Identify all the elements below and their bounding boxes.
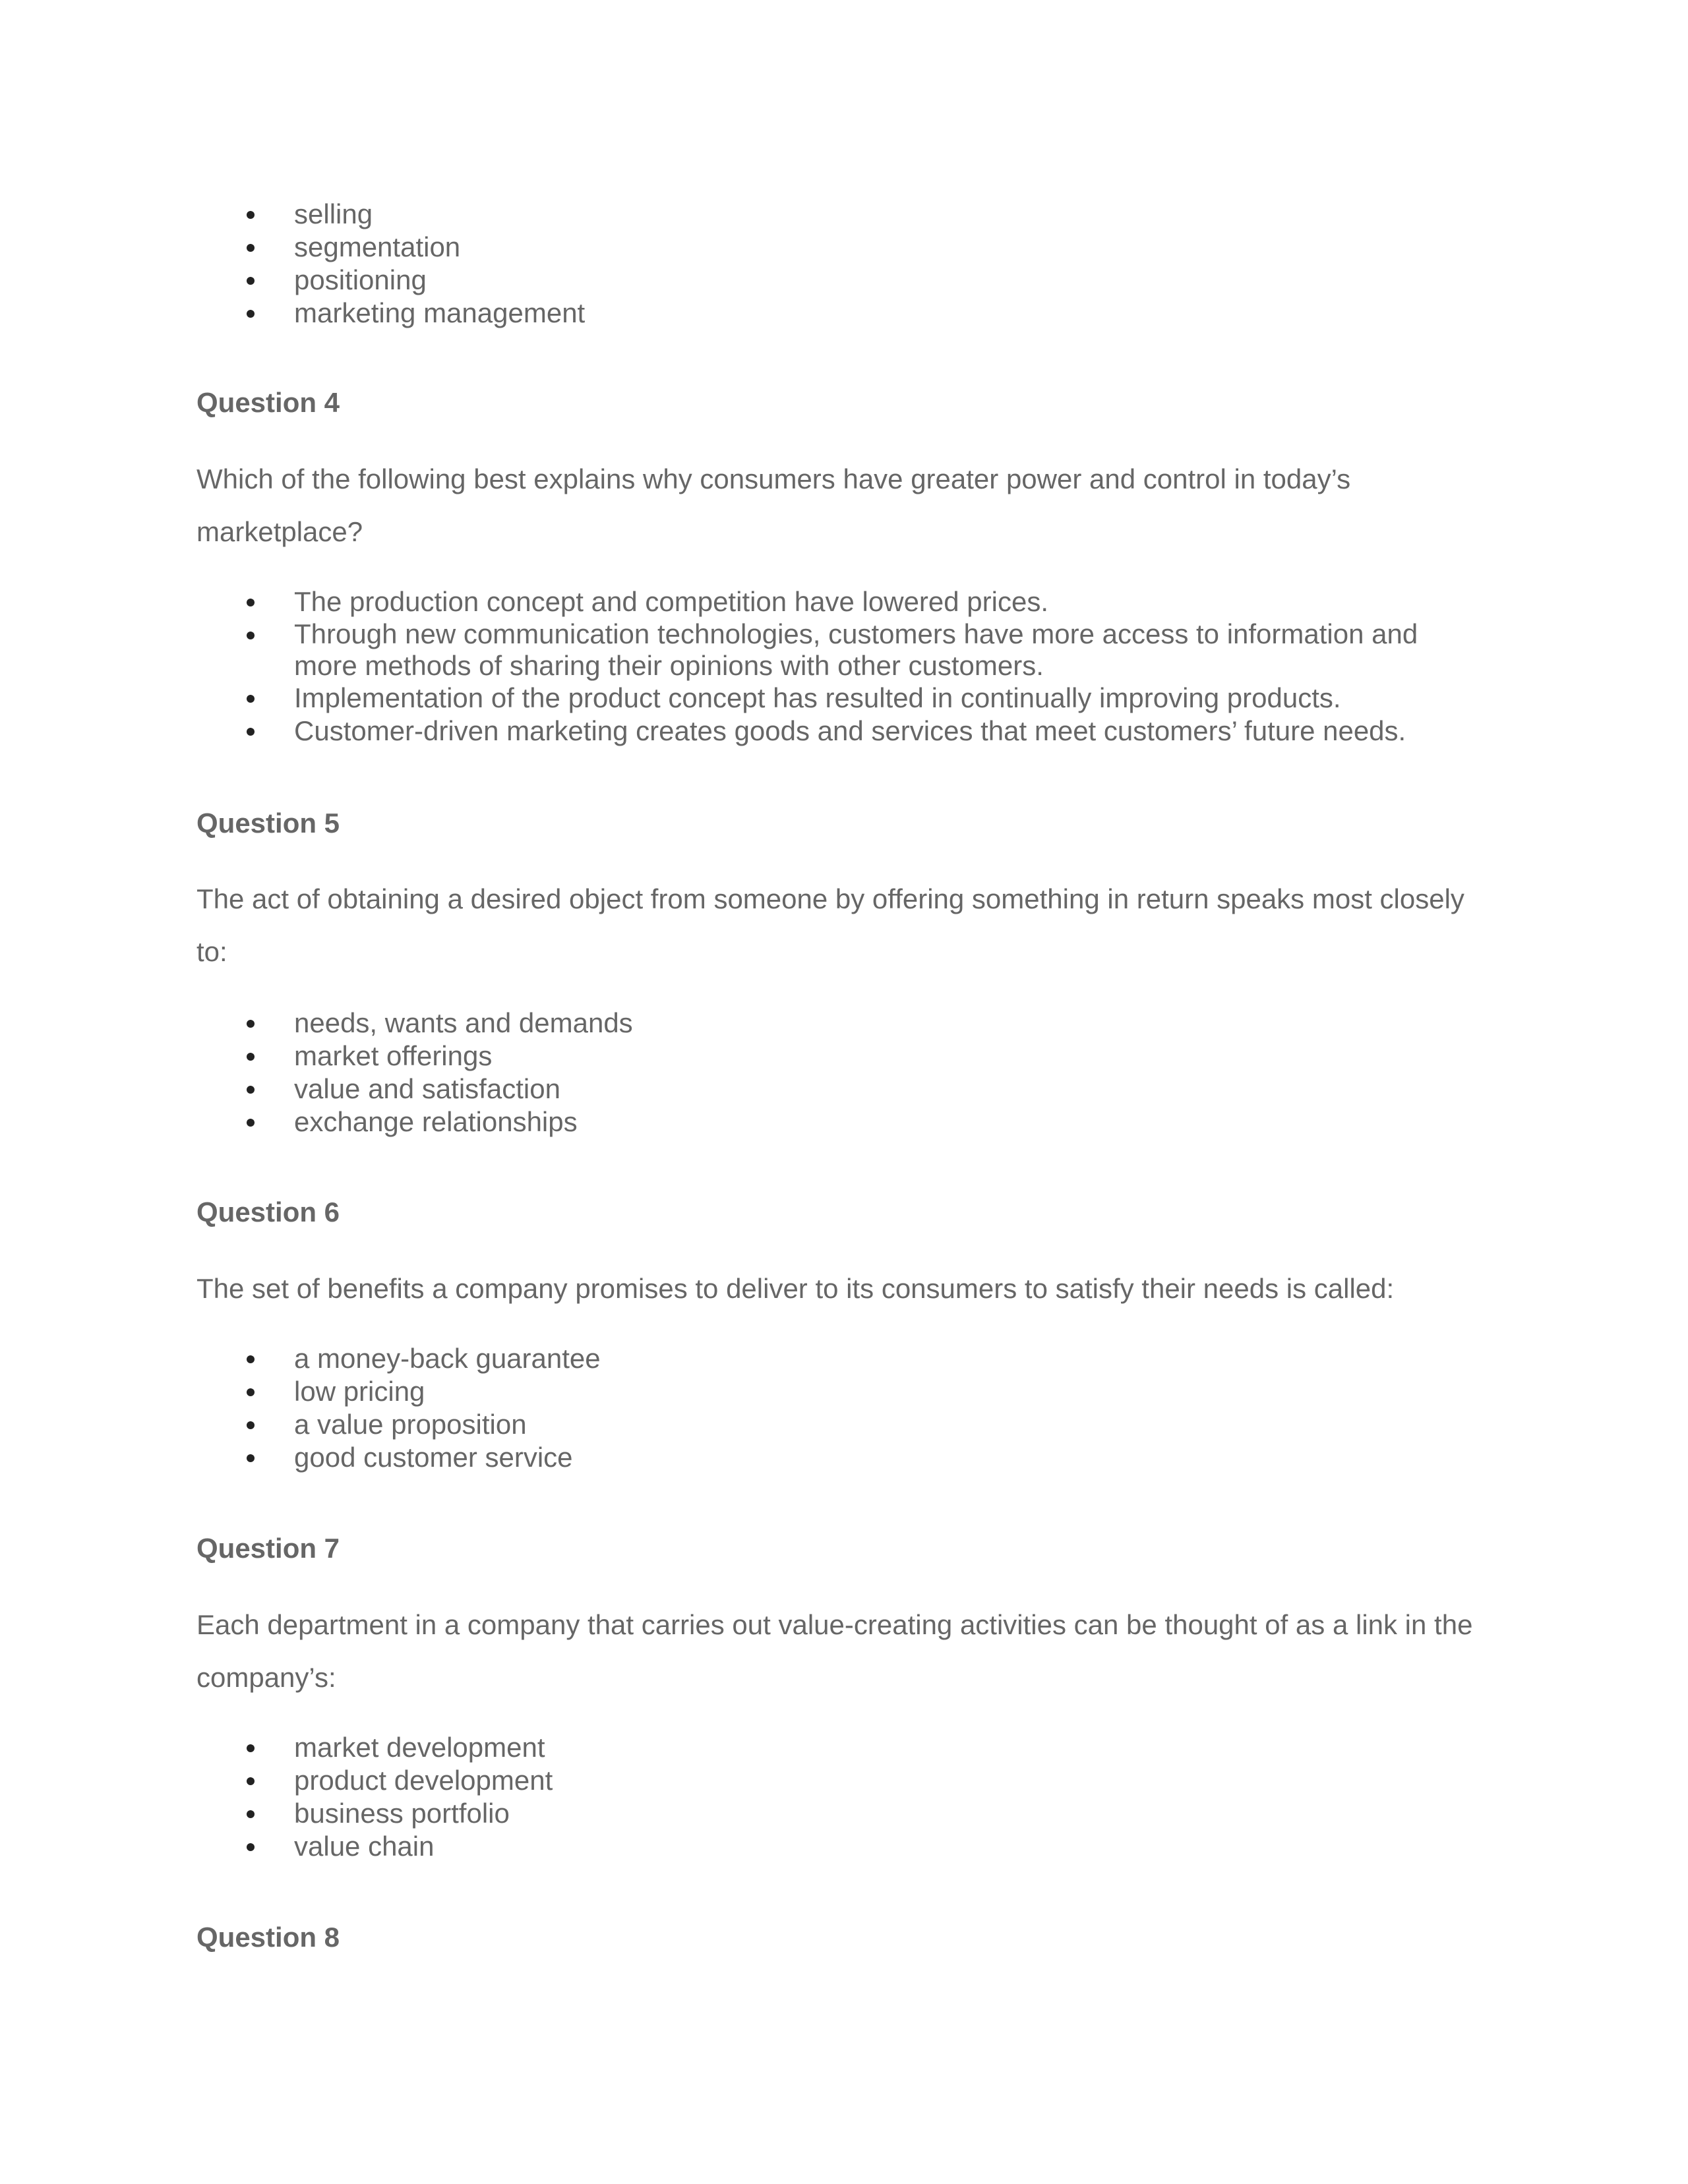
question-text: Each department in a company that carries out value-creating activities can be thought of as a link in the company’s: (196, 1609, 1473, 1693)
option-text: value chain (294, 1831, 435, 1862)
question-title: Question 6 (196, 1196, 340, 1227)
answer-option (0, 585, 1481, 618)
option-text: market development (294, 1732, 545, 1763)
answer-option (0, 1342, 1481, 1375)
option-text: a money-back guarantee (294, 1343, 601, 1374)
answer-options-list (0, 1342, 1481, 1474)
bullet-icon (247, 1053, 255, 1061)
option-text: Customer-driven marketing creates goods and services that meet customers’ future needs. (294, 715, 1406, 746)
answer-option (0, 264, 1481, 297)
bullet-icon (247, 728, 255, 736)
option-text: marketing management (294, 297, 586, 328)
answer-option (0, 715, 1481, 748)
answer-options-list (0, 1007, 1481, 1138)
bullet-icon (247, 1843, 255, 1851)
option-text: exchange relationships (294, 1106, 578, 1137)
option-text: good customer service (294, 1442, 573, 1473)
option-text: business portfolio (294, 1798, 510, 1829)
answer-option (0, 1764, 1481, 1797)
bullet-icon (247, 1355, 255, 1363)
answer-option (0, 198, 1481, 231)
answer-option (0, 1830, 1481, 1863)
option-text: The production concept and competition have lowered prices. (294, 586, 1049, 617)
question-title: Question 7 (196, 1533, 340, 1564)
answer-option (0, 1441, 1481, 1474)
option-text: selling (294, 198, 373, 229)
question-title: Question 4 (196, 387, 340, 418)
answer-options-list (0, 585, 1481, 748)
bullet-icon (247, 211, 255, 219)
answer-option (0, 1040, 1481, 1073)
bullet-icon (247, 1086, 255, 1094)
bullet-icon (247, 632, 255, 639)
answer-option (0, 618, 1481, 682)
bullet-icon (247, 310, 255, 318)
bullet-icon (247, 1020, 255, 1028)
question-text: The set of benefits a company promises to deliver to its consumers to satisfy their needs is called: (196, 1273, 1395, 1304)
answer-option (0, 297, 1481, 330)
question-title: Question 8 (196, 1922, 340, 1953)
option-text: Through new communication technologies, customers have more access to information and more methods of sharing their opinions with other customers. (294, 618, 1418, 681)
bullet-icon (247, 1810, 255, 1818)
bullet-icon (247, 1744, 255, 1752)
answer-option (0, 1106, 1481, 1138)
answer-option (0, 682, 1481, 715)
question-title: Question 5 (196, 808, 340, 839)
question-text: The act of obtaining a desired object from someone by offering something in return speaks most closely to: (196, 883, 1464, 967)
bullet-icon (247, 1454, 255, 1462)
option-text: low pricing (294, 1376, 425, 1407)
answer-option (0, 1007, 1481, 1040)
question-text: Which of the following best explains why consumers have greater power and control in today’s marketplace? (196, 463, 1351, 547)
option-text: market offerings (294, 1040, 493, 1071)
answer-option (0, 1731, 1481, 1764)
answer-option (0, 1375, 1481, 1408)
bullet-icon (247, 1421, 255, 1429)
bullet-icon (247, 695, 255, 703)
answer-options-list (0, 1731, 1481, 1863)
option-text: a value proposition (294, 1409, 527, 1440)
answer-option (0, 1073, 1481, 1106)
bullet-icon (247, 1777, 255, 1785)
option-text: Implementation of the product concept has resulted in continually improving products. (294, 682, 1341, 713)
option-text: positioning (294, 264, 427, 295)
answer-option (0, 1408, 1481, 1441)
answer-options-list (0, 198, 1481, 330)
bullet-icon (247, 1388, 255, 1396)
answer-option (0, 231, 1481, 264)
answer-option (0, 1797, 1481, 1830)
bullet-icon (247, 1119, 255, 1127)
bullet-icon (247, 244, 255, 252)
bullet-icon (247, 277, 255, 285)
bullet-icon (247, 599, 255, 606)
option-text: product development (294, 1765, 553, 1796)
option-text: needs, wants and demands (294, 1007, 633, 1038)
option-text: segmentation (294, 231, 461, 262)
option-text: value and satisfaction (294, 1073, 560, 1104)
